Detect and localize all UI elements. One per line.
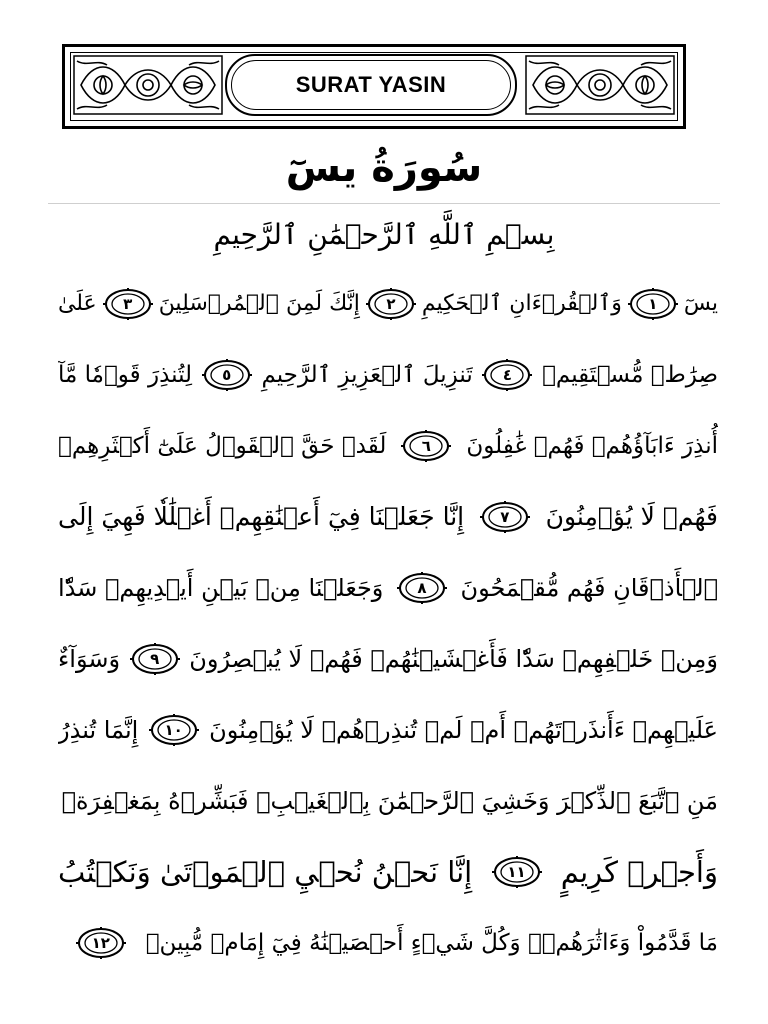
verse-line bbox=[58, 765, 718, 836]
verse-line bbox=[58, 339, 718, 410]
verse-text: يسٓ bbox=[683, 291, 718, 316]
verse-lines bbox=[58, 268, 718, 978]
verse-number-marker bbox=[628, 287, 678, 321]
verse-text: إِنَّا جَعَلۡنَا فِيٓ أَعۡنَٰقِهِمۡ أَغۡلَٰلٗا فَهِيَ إِلَى bbox=[58, 502, 465, 531]
header-frame bbox=[62, 44, 686, 129]
verse-text: صِرَٰطٖ مُّسۡتَقِيمٖ bbox=[542, 361, 718, 388]
surah-name-calligraphy: سُورَةُ يسٓ bbox=[285, 145, 483, 191]
verse-number-marker bbox=[149, 713, 199, 747]
verse-number-marker bbox=[482, 358, 532, 392]
verse-text: لَقَدۡ حَقَّ ٱلۡقَوۡلُ عَلَىٰٓ أَكۡثَرِهِمۡ bbox=[58, 432, 387, 459]
verse-number-marker bbox=[492, 855, 542, 889]
verse-line bbox=[58, 623, 718, 694]
verse-text: مَا قَدَّمُواْ وَءَاثَٰرَهُمۡۚ وَكُلَّ شَيۡءٍ أَحۡصَيۡنَٰهُ فِيٓ إِمَامٖ مُّبِينٖ bbox=[145, 929, 718, 956]
title-cartouche bbox=[225, 54, 517, 116]
verse-text: إِنَّا نَحۡنُ نُحۡيِ ٱلۡمَوۡتَىٰ وَنَكۡتُبُ bbox=[58, 854, 473, 889]
verse-text: وَسَوَآءٌ bbox=[58, 644, 121, 673]
page-title: SURAT YASIN bbox=[295, 72, 447, 97]
verse-text: وَجَعَلۡنَا مِنۢ بَيۡنِ أَيۡدِيهِمۡ سَدّٗا bbox=[58, 573, 384, 602]
verse-text: وَٱلۡقُرۡءَانِ ٱلۡحَكِيمِ bbox=[421, 291, 622, 316]
verse-number: ٢ bbox=[386, 294, 396, 313]
verse-text: إِنَّكَ لَمِنَ ٱلۡمُرۡسَلِينَ bbox=[158, 291, 360, 316]
verse-number-marker bbox=[401, 429, 451, 463]
verse-number: ١ bbox=[648, 294, 658, 313]
verse-number-marker bbox=[480, 500, 530, 534]
verse-number-marker bbox=[202, 358, 252, 392]
verse-number: ٥ bbox=[222, 365, 232, 384]
verse-number-marker bbox=[397, 571, 447, 605]
verse-number: ٨ bbox=[417, 578, 427, 597]
verse-number-marker bbox=[130, 642, 180, 676]
verse-line bbox=[58, 552, 718, 623]
arabesque-ornament-icon bbox=[525, 55, 675, 115]
basmala: بِسۡمِ ٱللَّهِ ٱلرَّحۡمَٰنِ ٱلرَّحِيمِ bbox=[213, 218, 555, 251]
verse-text: لِتُنذِرَ قَوۡمٗا مَّآ bbox=[58, 361, 193, 388]
verse-text: عَلَىٰ bbox=[58, 291, 97, 316]
verse-line bbox=[58, 481, 718, 552]
verse-number: ١١ bbox=[507, 862, 526, 881]
verse-number: ٩ bbox=[150, 649, 160, 668]
verse-line bbox=[58, 268, 718, 339]
verse-number: ١٠ bbox=[164, 720, 183, 739]
verse-text: وَأَجۡرٖ كَرِيمٍ bbox=[560, 854, 718, 889]
verse-number-marker bbox=[103, 287, 153, 321]
verse-number-marker bbox=[366, 287, 416, 321]
verse-number: ٦ bbox=[421, 436, 431, 455]
verse-line bbox=[58, 836, 718, 907]
arabesque-ornament-icon bbox=[73, 55, 223, 115]
verse-number: ٤ bbox=[502, 365, 512, 384]
verse-text: وَمِنۡ خَلۡفِهِمۡ سَدّٗا فَأَغۡشَيۡنَٰهُمۡ فَهُمۡ لَا يُبۡصِرُونَ bbox=[189, 644, 718, 673]
verse-text: عَلَيۡهِمۡ ءَأَنذَرۡتَهُمۡ أَمۡ لَمۡ تُنذِرۡهُمۡ لَا يُؤۡمِنُونَ bbox=[209, 715, 718, 744]
verse-text: مَنِ ٱتَّبَعَ ٱلذِّكۡرَ وَخَشِيَ ٱلرَّحۡمَٰنَ بِٱلۡغَيۡبِۖ فَبَشِّرۡهُ بِمَغۡفِرَةٖ bbox=[61, 786, 718, 815]
verse-text: أُنذِرَ ءَابَآؤُهُمۡ فَهُمۡ غَٰفِلُونَ bbox=[466, 432, 718, 459]
verse-number-marker bbox=[76, 926, 126, 960]
verse-text: إِنَّمَا تُنذِرُ bbox=[58, 715, 139, 744]
verse-number: ٧ bbox=[500, 507, 510, 526]
verse-line bbox=[58, 410, 718, 481]
verse-line bbox=[58, 907, 718, 978]
verse-number: ٣ bbox=[123, 294, 133, 313]
verse-text: تَنزِيلَ ٱلۡعَزِيزِ ٱلرَّحِيمِ bbox=[261, 361, 473, 388]
verse-text: ٱلۡأَذۡقَانِ فَهُم مُّقۡمَحُونَ bbox=[460, 573, 718, 602]
verse-number: ١٢ bbox=[91, 933, 110, 952]
verse-text: فَهُمۡ لَا يُؤۡمِنُونَ bbox=[545, 502, 718, 531]
divider bbox=[48, 203, 720, 204]
verse-line bbox=[58, 694, 718, 765]
